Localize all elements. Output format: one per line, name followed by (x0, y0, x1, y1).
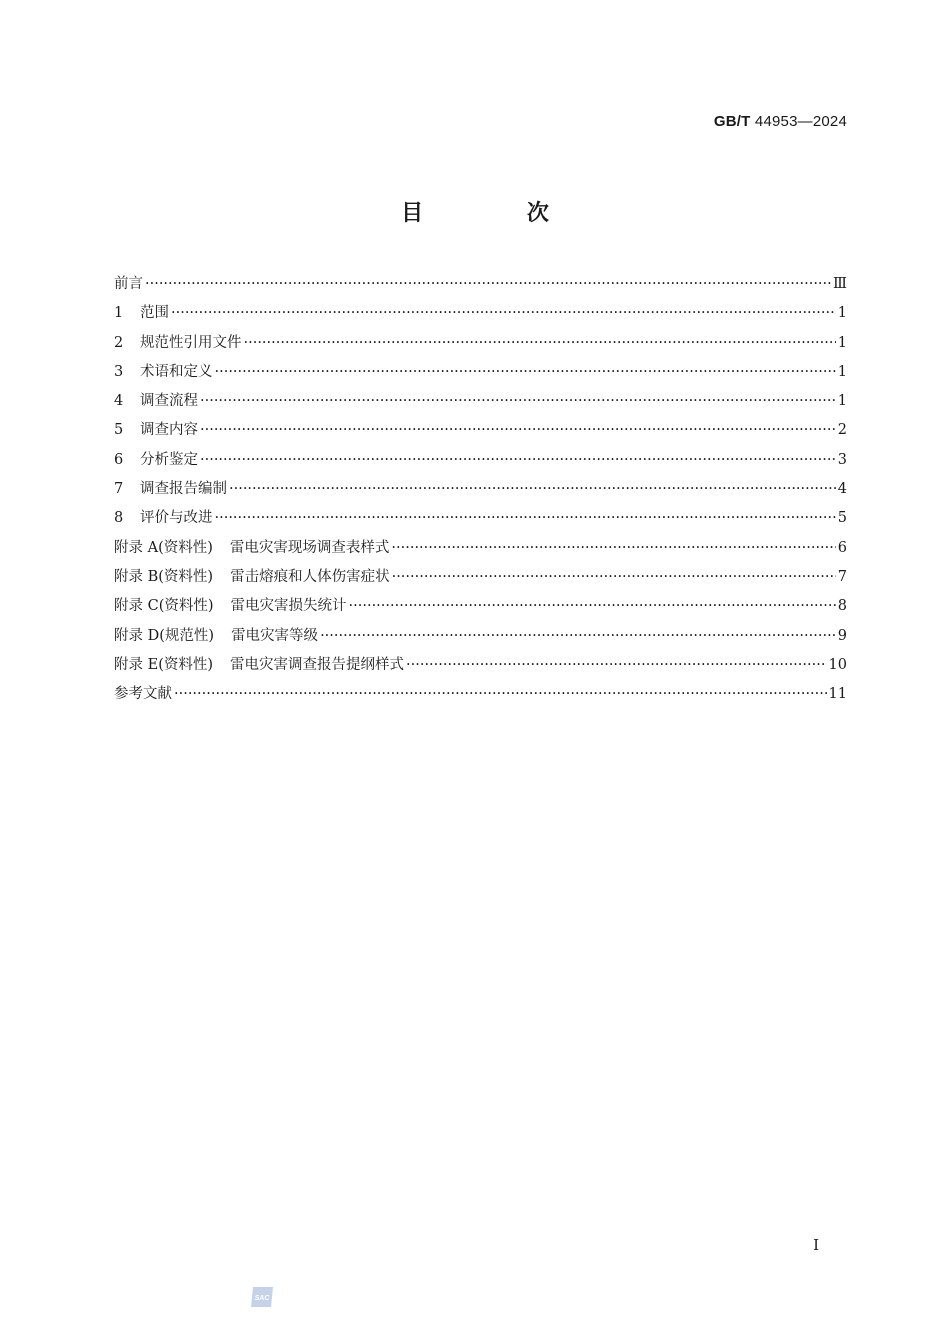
toc-entry-title: 雷电灾害现场调查表样式 (229, 539, 390, 556)
standard-number: 44953—2024 (754, 113, 847, 130)
toc-entry-number: 2 (114, 334, 124, 351)
toc-leader-dots (200, 416, 836, 445)
toc-entry-title: 分析鉴定 (140, 451, 198, 468)
toc-entry[interactable] (114, 358, 847, 387)
toc-entry-number: 附录 C(资料性) (114, 598, 214, 615)
toc-entry-number: 7 (114, 481, 124, 498)
toc-entry[interactable] (114, 475, 847, 504)
toc-leader-dots (174, 680, 827, 709)
toc-leader-dots (320, 622, 836, 651)
toc-entry[interactable] (114, 299, 847, 328)
toc-leader-dots (200, 387, 836, 416)
toc-entry-label (114, 446, 198, 475)
toc-entry-label (114, 329, 242, 358)
toc-entry[interactable] (114, 534, 847, 563)
toc-leader-dots (145, 270, 831, 299)
watermark-text: SAC (254, 1295, 270, 1302)
toc-entry-page: 3 (837, 451, 847, 468)
toc-entry-title: 规范性引用文件 (140, 334, 242, 351)
toc-leader-dots (392, 563, 836, 592)
toc-entry-title: 评价与改进 (140, 510, 213, 527)
toc-entry[interactable] (114, 504, 847, 533)
toc-entry-page: 1 (837, 363, 847, 380)
toc-entry-page: Ⅲ (833, 276, 847, 292)
standard-code (714, 113, 847, 130)
toc-entry-label (114, 504, 213, 533)
sac-logo-watermark (249, 1285, 275, 1309)
toc-entry-page: 11 (828, 686, 847, 703)
toc-entry-number: 3 (114, 363, 124, 380)
toc-entry-page: 8 (837, 598, 847, 615)
toc-entry-label (114, 534, 389, 563)
toc-leader-dots (406, 651, 827, 680)
toc-entry-title: 调查流程 (140, 393, 198, 410)
toc-entry-title: 范围 (140, 305, 169, 322)
toc-entry-label (114, 387, 198, 416)
toc-leader-dots (244, 329, 836, 358)
toc-entry-number: 附录 B(资料性) (114, 568, 214, 585)
toc-entry-label (114, 358, 213, 387)
toc-entry-number: 4 (114, 393, 124, 410)
toc-entry-page: 1 (837, 334, 847, 351)
toc-entry[interactable] (114, 387, 847, 416)
toc-entry-label (114, 475, 227, 504)
toc-entry-page: 1 (837, 305, 847, 322)
toc-leader-dots (215, 358, 836, 387)
toc-entry-page: 7 (837, 568, 847, 585)
toc-entry-label (114, 592, 347, 621)
toc-entry-label (114, 651, 404, 680)
toc-entry-page: 10 (828, 656, 847, 673)
toc-leader-dots (349, 592, 836, 621)
toc-entry-title: 调查内容 (140, 422, 198, 439)
toc-entry-number: 6 (114, 451, 124, 468)
toc-leader-dots (200, 446, 836, 475)
toc-entry[interactable] (114, 416, 847, 445)
toc-entry-title: 前言 (114, 276, 143, 292)
table-of-contents (114, 270, 847, 709)
toc-entry-page: 2 (837, 422, 847, 439)
toc-entry-label (114, 563, 390, 592)
toc-entry-title: 雷击熔痕和人体伤害症状 (230, 568, 390, 585)
toc-entry-page: 4 (837, 481, 847, 498)
toc-entry-label (114, 680, 172, 709)
toc-entry-title: 雷电灾害等级 (231, 627, 319, 644)
toc-entry[interactable] (114, 563, 847, 592)
toc-entry-number: 附录 A(资料性) (114, 539, 213, 556)
toc-entry[interactable] (114, 329, 847, 358)
toc-entry[interactable] (114, 446, 847, 475)
toc-entry-title: 参考文献 (114, 686, 172, 703)
standard-prefix: GB/T (713, 113, 751, 130)
toc-entry-label (114, 270, 143, 299)
toc-entry-number: 附录 D(规范性) (114, 627, 215, 644)
toc-entry[interactable] (114, 592, 847, 621)
toc-entry-page: 5 (837, 510, 847, 527)
toc-entry-number: 1 (114, 305, 124, 322)
toc-entry[interactable] (114, 622, 847, 651)
toc-entry-page: 1 (837, 393, 847, 410)
toc-entry-page: 9 (837, 627, 847, 644)
toc-entry-label (114, 299, 169, 328)
toc-leader-dots (171, 299, 836, 328)
toc-entry-title: 雷电灾害损失统计 (230, 598, 347, 615)
toc-entry-number: 8 (114, 510, 124, 527)
toc-entry-page: 6 (837, 539, 847, 556)
toc-entry[interactable] (114, 270, 847, 299)
toc-entry-title: 雷电灾害调查报告提纲样式 (230, 656, 405, 673)
toc-leader-dots (215, 504, 836, 533)
toc-leader-dots (229, 475, 836, 504)
toc-entry-title: 术语和定义 (140, 363, 213, 380)
toc-entry-title: 调查报告编制 (140, 481, 227, 498)
toc-entry-number: 5 (114, 422, 124, 439)
toc-leader-dots (391, 534, 835, 563)
toc-entry[interactable] (114, 680, 847, 709)
toc-entry-number: 附录 E(资料性) (114, 656, 214, 673)
toc-entry-label (114, 622, 318, 651)
page-title: 目 次 (401, 201, 597, 226)
toc-entry[interactable] (114, 651, 847, 680)
toc-entry-label (114, 416, 198, 445)
page-number: Ⅰ (813, 1236, 819, 1254)
